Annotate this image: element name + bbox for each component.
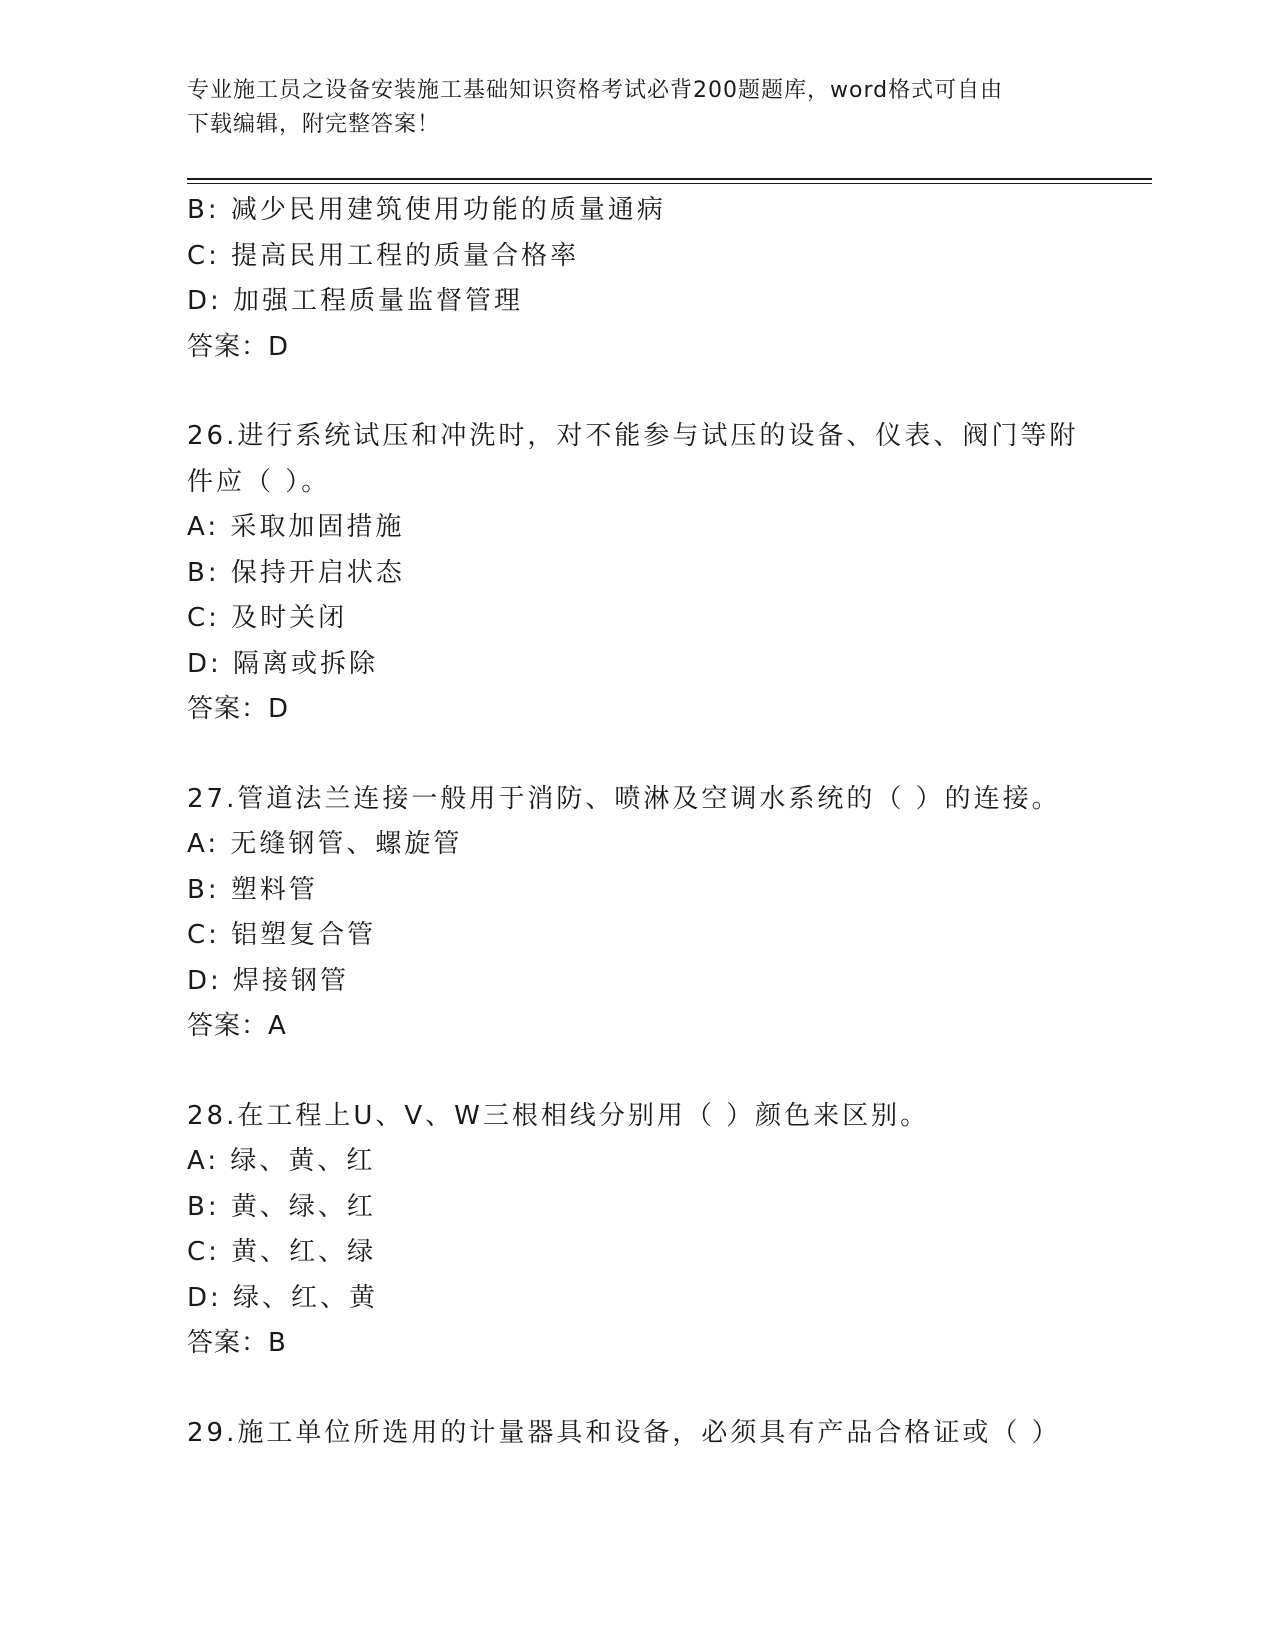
option-a: A: 无缝钢管、螺旋管 <box>187 829 463 859</box>
question-stem-continued: 件应（ ）。 <box>187 466 331 497</box>
option-b: B: 保持开启状态 <box>187 557 405 588</box>
answer: 答案：B <box>187 1328 287 1358</box>
option-b: B: 减少民用建筑使用功能的质量通病 <box>187 195 666 225</box>
option-c: C: 黄、红、绿 <box>187 1237 377 1267</box>
option-d: D: 焊接钢管 <box>187 965 350 996</box>
question-27 <box>187 777 1087 1050</box>
answer: 答案：A <box>187 1011 287 1041</box>
question-29 <box>187 1411 1087 1457</box>
header-divider-thick <box>187 178 1152 180</box>
answer: 答案：D <box>187 694 290 724</box>
question-stem: 28.在工程上U、V、W三根相线分别用（ ）颜色来区别。 <box>187 1100 930 1131</box>
option-c: C: 提高民用工程的质量合格率 <box>187 240 580 271</box>
page-header <box>187 74 1067 142</box>
question-content <box>187 188 1087 1500</box>
answer: 答案：D <box>187 331 290 362</box>
option-d: D: 绿、红、黄 <box>187 1282 379 1313</box>
question-28 <box>187 1094 1087 1367</box>
header-line-2: 下载编辑，附完整答案！ <box>187 112 441 137</box>
option-b: B: 塑料管 <box>187 874 318 905</box>
option-a: A: 采取加固措施 <box>187 512 405 542</box>
question-stem: 29.施工单位所选用的计量器具和设备，必须具有产品合格证或（ ） <box>187 1417 1061 1448</box>
header-line-1: 专业施工员之设备安装施工基础知识资格考试必背200题题库，word格式可自由 <box>187 78 1004 103</box>
question-stem: 27.管道法兰连接一般用于消防、喷淋及空调水系统的（ ）的连接。 <box>187 783 1061 814</box>
option-d: D: 加强工程质量监督管理 <box>187 286 524 316</box>
option-d: D: 隔离或拆除 <box>187 648 379 679</box>
question-stem: 26.进行系统试压和冲洗时，对不能参与试压的设备、仪表、阀门等附 <box>187 421 1079 451</box>
option-a: A: 绿、黄、红 <box>187 1146 376 1176</box>
option-c: C: 铝塑复合管 <box>187 920 377 950</box>
question-26 <box>187 414 1087 733</box>
question-25-continued <box>187 188 1087 370</box>
header-divider-thin <box>187 183 1152 184</box>
option-b: B: 黄、绿、红 <box>187 1191 376 1222</box>
option-c: C: 及时关闭 <box>187 603 348 633</box>
